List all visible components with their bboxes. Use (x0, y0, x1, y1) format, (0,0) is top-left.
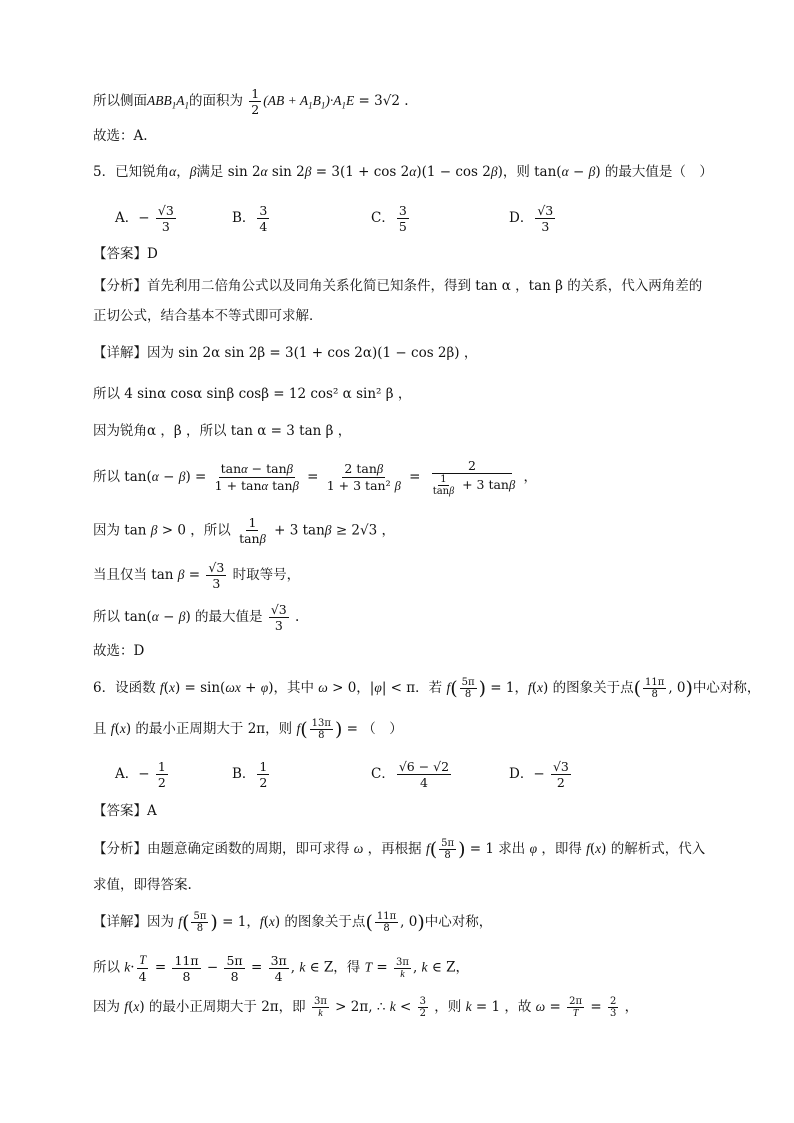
detail-5-line2: 所以 4 sinα cosα sinβ cosβ = 12 cos² α sin² β ， (93, 386, 412, 402)
analysis-5-line1: 【分析】首先利用二倍角公式以及同角关系化简已知条件，得到 tan α ，tan β 的关系，代入两角差的 (93, 278, 703, 294)
detail-5-line4: 所以 tan(α − β) = $\frac{\tan\alpha - \tan\beta}{\text{1 + tanα tanβ}}$ = $\frac{2 \tan\beta}{\text{1 + 3 tan² β}}$ = 2 $\frac{1}{\tan\beta}$ + 3 tanβ ， (93, 458, 538, 497)
option-c: C． $\frac{3}{5}$ (371, 203, 407, 234)
option-d: D．− $\frac{√3}{2}$ (509, 759, 569, 790)
detail-5-line7: 所以 tan(α − β) 的最大值是 $\frac{√3}{3}$ . (93, 602, 300, 633)
analysis-5-line2: 正切公式，结合基本不等式即可求解． (93, 308, 323, 324)
analysis-6-line2: 求值，即得答案. (93, 877, 192, 893)
detail-6-line3: 因为 f(x) 的最小正周期大于 2π，即 $\frac{3\pi}{k}$ > 2π, ∴ k < $\frac{3}{2}$ ，则 k = 1 ，故 ω = $\frac{2\pi}{T}$ = $\frac{2}{3}$ ， (93, 996, 639, 1019)
detail-6-line2: 所以 k· $\frac{T}{4}$ = $\frac{11\pi}{8}$ − $\frac{5\pi}{8}$ = $\frac{3\pi}{4}$ , k ∈ Z，得 T = $\frac{3\pi}{k}$ , k ∈ Z， (93, 952, 469, 984)
text-line: 故选：A. (93, 128, 148, 144)
text-line: 所以侧面$ABB_1A_1$的面积为 $\frac{1}{2}$ $(AB + A_1B_1)\cdot A_1E = 3√2$ . (93, 86, 409, 117)
detail-6-line1: 【详解】因为 f( $\frac{5\pi}{8}$ ) = 1，f(x) 的图象关于点( $\frac{11\pi}{8}$ , 0)中心对称， (93, 911, 493, 934)
option-b: B． $\frac{3}{4}$ (232, 203, 268, 234)
answer-5: 【答案】D (93, 246, 158, 262)
detail-5-line6: 当且仅当 tan β = $\frac{√3}{3}$ 时取等号， (93, 560, 301, 591)
option-a: A．− $\frac{√3}{3}$ (115, 203, 174, 234)
option-a: A．− $\frac{1}{2}$ (115, 759, 166, 790)
option-b: B． $\frac{1}{2}$ (232, 759, 268, 790)
question-5: 5．已知锐角α，β满足 sin 2α sin 2β = 3(1 + cos 2α)(1 − cos 2β)，则 tan(α − β) 的最大值是（ ） (93, 164, 713, 180)
option-d: D． $\frac{√3}{3}$ (509, 203, 554, 234)
detail-5-line1: 【详解】因为 sin 2α sin 2β = 3(1 + cos 2α)(1 − cos 2β) ， (93, 345, 478, 361)
answer-6: 【答案】A (93, 803, 157, 819)
question-6-line1: 6．设函数 f(x) = sin(ωx + φ)，其中 ω > 0，|φ| < π．若 f( $\frac{5\pi}{8}$ ) = 1，f(x) 的图象关于点( $\frac{11\pi}{8}$ , 0)中心对称， (93, 677, 761, 700)
detail-5-line5: 因为 tan β > 0 ，所以 $\frac{1}{\tan\beta}$ + 3 tanβ ≥ 2√3 ， (93, 515, 395, 546)
analysis-6-line1: 【分析】由题意确定函数的周期，即可求得 ω ，再根据 f( $\frac{5\pi}{8}$ ) = 1 求出 φ ，即得 f(x) 的解析式，代入 (93, 838, 706, 861)
detail-5-line3: 因为锐角α ，β ，所以 tan α = 3 tan β ， (93, 423, 352, 439)
detail-5-line8: 故选：D (93, 643, 145, 659)
question-6-line2: 且 f(x) 的最小正周期大于 2π，则 f( $\frac{13\pi}{8}$ ) = （ ） (93, 718, 403, 741)
option-c: C． $\frac{√6 - √2}{4}$ (371, 759, 450, 790)
